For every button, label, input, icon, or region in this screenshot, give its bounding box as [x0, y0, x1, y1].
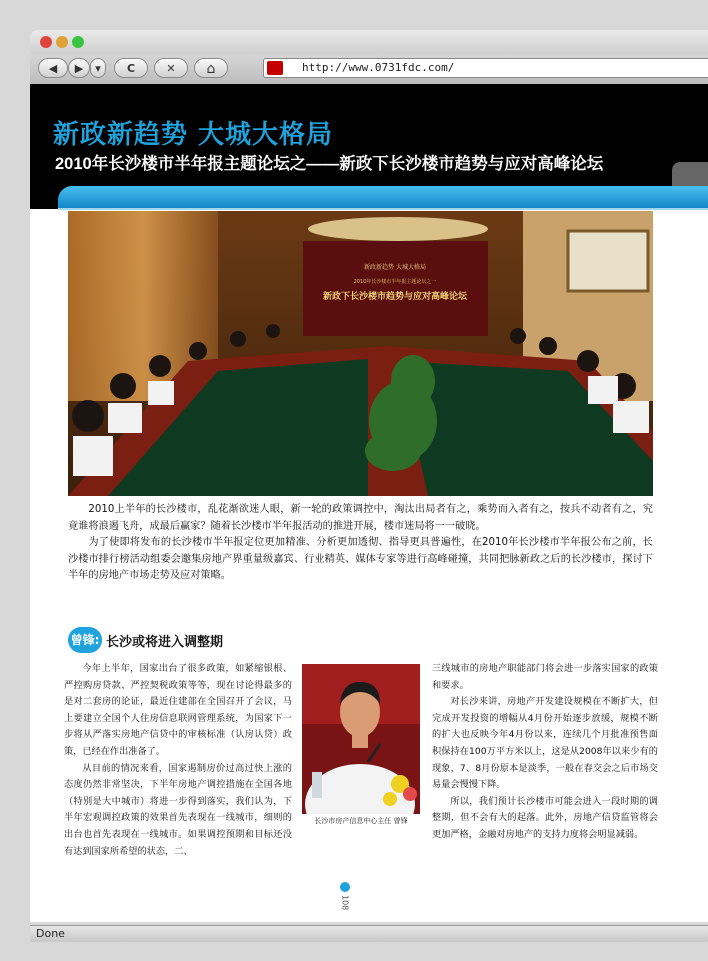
banner-top-text: 新政新趋势 大城大格局: [364, 264, 426, 271]
conference-photo: [68, 211, 653, 496]
column-paragraph: 对长沙来讲，房地产开发建设规模在不断扩大，但完成开发投资的增幅从4月份开始逐步放缓，规模不断的扩大也反映今年4月份以来，连续几个月批准预售面积保持在100万平方米以上，这是从2008年以来少有的现象，7、8月份原本是淡季，一般在春交会之后市场交易量会慢慢下降。: [432, 696, 658, 791]
article-intro: [68, 502, 653, 585]
forward-button[interactable]: ▶: [68, 58, 90, 78]
column-paragraph: 三线城市的房地产职能部门将会进一步落实国家的政策和要求。: [432, 663, 658, 691]
section-column-1: [64, 661, 292, 860]
browser-statusbar: [30, 922, 708, 961]
reload-button[interactable]: C: [114, 58, 148, 78]
status-text: Done: [36, 927, 65, 940]
stage-banner: [303, 241, 488, 336]
header-tab-decoration: [672, 162, 708, 186]
url-text[interactable]: http://www.0731fdc.com/: [302, 61, 455, 74]
status-bar-inner: [30, 925, 708, 942]
column-paragraph: 今年上半年，国家出台了很多政策，如紧缩银根、严控购房贷款、严控契税政策等等，现在讨论得最多的是对二套房的论证，最近住建部在全国召开了会议，马上要建立全国个人住房信息联网管理系统，为国家下一步将从严落实房地产信贷中的审核标准（认房认贷）政策，已经在作出准备了。: [64, 663, 292, 757]
column-paragraph: 从目前的情况来看，国家遏制房价过高过快上涨的态度仍然非常坚决，下半年房地产调控措施在全国各地（特别是大中城市）将进一步得到落实，我们认为，下半年宏观调控政策的效果首先表现在一线城市，细则的出台也首先表现在一线城市。如果调控预期和目标还没有达到国家所希望的状态，二、: [64, 762, 292, 857]
page-number: [338, 882, 352, 910]
speaker-portrait-illustration: [302, 664, 420, 814]
stop-button[interactable]: ✕: [154, 58, 188, 78]
close-window-icon[interactable]: [40, 36, 52, 48]
zoom-window-icon[interactable]: [72, 36, 84, 48]
web-page: [30, 84, 708, 922]
speaker-badge: 曾锋:: [68, 627, 102, 653]
banner-line2: 新政下长沙楼市趋势与应对高峰论坛: [322, 292, 468, 302]
home-button[interactable]: ⌂: [194, 58, 228, 78]
conference-photo-illustration: [68, 211, 653, 496]
minimize-window-icon[interactable]: [56, 36, 68, 48]
site-favicon-icon: [267, 61, 283, 75]
history-dropdown-button[interactable]: ▾: [90, 58, 106, 78]
page-number-dot-icon: [340, 882, 350, 892]
speaker-portrait: [302, 664, 420, 814]
window-titlebar: [30, 30, 708, 54]
browser-toolbar: [30, 54, 708, 85]
intro-paragraph: 2010上半年的长沙楼市，乱花渐欲迷人眼，新一轮的政策调控中，淘汰出局者有之，乘势而入者有之，按兵不动者有之，究竟谁将浪遏飞舟，成最后赢家？随着长沙楼市半年报活动的推进开展，楼市迷局将一一破晓。: [68, 504, 653, 532]
article-headline: 新政新趋势 大城大格局: [53, 120, 334, 150]
banner-line1: 2010年长沙楼市半年报主题论坛之一: [353, 279, 437, 285]
page-number-text: 108: [340, 895, 350, 911]
back-button[interactable]: ◀: [38, 58, 68, 78]
portrait-caption: 长沙市房产信息中心主任 曾锋: [314, 817, 408, 825]
intro-paragraph: 为了使即将发布的长沙楼市半年报定位更加精准、分析更加透彻、指导更具普遍性，在2010年长沙楼市半年报公布之前，长沙楼市排行榜活动组委会邀集房地产界重量级嘉宾、行业精英、媒体专家等进行高峰碰撞，共同把脉新政之后的长沙楼市，探讨下半年的房地产市场走势及应对策略。: [68, 537, 653, 581]
section-title: 长沙或将进入调整期: [106, 635, 224, 650]
section-column-2: [432, 661, 658, 844]
address-bar[interactable]: [263, 58, 708, 78]
blue-band: [58, 186, 708, 208]
column-paragraph: 所以，我们预计长沙楼市可能会进入一段时期的调整期，但不会有大的起落。此外，房地产信贷监管将会更加严格，金融对房地产的支持力度将会明显减弱。: [432, 795, 658, 840]
article-subheadline: 2010年长沙楼市半年报主题论坛之——新政下长沙楼市趋势与应对高峰论坛: [55, 155, 604, 173]
